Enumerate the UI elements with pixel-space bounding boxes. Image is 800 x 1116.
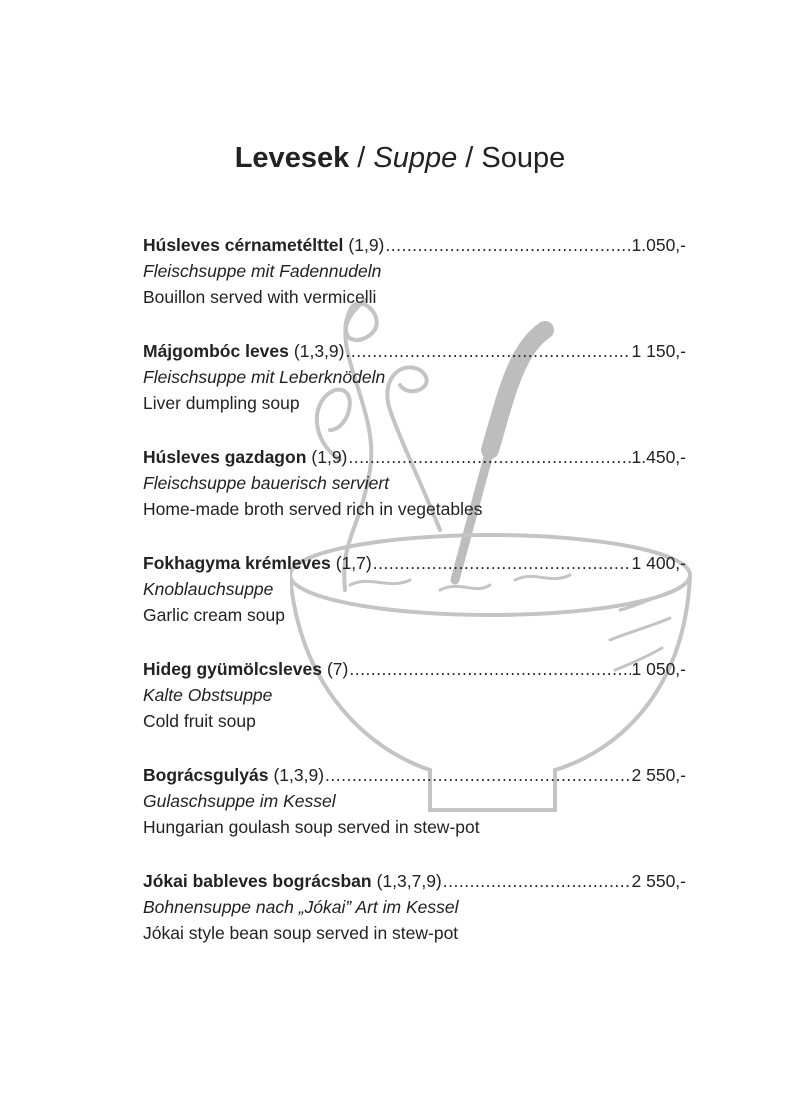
dish-price: 2 550,- xyxy=(631,871,686,891)
allergen-codes: (1,3,7,9) xyxy=(376,871,442,891)
title-separator: / xyxy=(457,142,482,174)
menu-item xyxy=(143,868,686,974)
dish-name-de: Gulaschsuppe im Kessel xyxy=(143,791,336,811)
title-hu: Levesek xyxy=(234,142,350,174)
menu-item-header xyxy=(143,550,686,576)
dish-name-en: Home-made broth served rich in vegetables xyxy=(143,499,483,519)
dish-name-hu: Húsleves gazdagon xyxy=(143,447,307,467)
dish-name-de: Fleischsuppe mit Fadennudeln xyxy=(143,261,382,281)
dish-name-de: Fleischsuppe mit Leberknödeln xyxy=(143,367,386,387)
dish-name-en: Bouillon served with vermicelli xyxy=(143,287,377,307)
dish-price: 1.050,- xyxy=(631,235,686,255)
dish-name-hu: Húsleves cérnametélttel xyxy=(143,235,344,255)
menu-item xyxy=(143,232,686,338)
dot-leader xyxy=(348,444,630,470)
dot-leader xyxy=(385,232,630,258)
dish-name-de: Kalte Obstsuppe xyxy=(143,685,273,705)
dish-name-hu: Májgombóc leves xyxy=(143,341,289,361)
dish-name-en: Liver dumpling soup xyxy=(143,393,300,413)
menu-item-header xyxy=(143,656,686,682)
dish-name-en: Cold fruit soup xyxy=(143,711,256,731)
dot-leader xyxy=(443,868,631,894)
dish-name-en: Hungarian goulash soup served in stew-pot xyxy=(143,817,480,837)
allergen-codes: (1,3,9) xyxy=(293,341,345,361)
allergen-codes: (1,9) xyxy=(348,235,385,255)
title-en: Soupe xyxy=(481,142,566,174)
allergen-codes: (1,3,9) xyxy=(273,765,325,785)
dish-price: 1 400,- xyxy=(631,553,686,573)
dish-price: 1 050,- xyxy=(631,659,686,679)
dish-name-en: Garlic cream soup xyxy=(143,605,285,625)
menu-item xyxy=(143,550,686,656)
dish-name-de: Bohnensuppe nach „Jókai” Art im Kessel xyxy=(143,897,459,917)
allergen-codes: (1,9) xyxy=(311,447,348,467)
dish-name-hu: Fokhagyma krémleves xyxy=(143,553,331,573)
dot-leader xyxy=(373,550,631,576)
dot-leader xyxy=(349,656,630,682)
dish-name-hu: Bográcsgulyás xyxy=(143,765,269,785)
allergen-codes: (1,7) xyxy=(335,553,372,573)
title-de: Suppe xyxy=(373,142,458,174)
menu-item xyxy=(143,338,686,444)
dish-price: 1 150,- xyxy=(631,341,686,361)
menu-item-header xyxy=(143,444,686,470)
menu-item xyxy=(143,444,686,550)
menu-item-header xyxy=(143,338,686,364)
dish-price: 1.450,- xyxy=(631,447,686,467)
menu-item-header xyxy=(143,232,686,258)
title-separator: / xyxy=(349,142,374,174)
dot-leader xyxy=(345,338,630,364)
menu-item xyxy=(143,762,686,868)
dish-price: 2 550,- xyxy=(631,765,686,785)
dish-name-de: Fleischsuppe bauerisch serviert xyxy=(143,473,390,493)
dot-leader xyxy=(325,762,630,788)
menu-item-header xyxy=(143,868,686,894)
dish-name-de: Knoblauchsuppe xyxy=(143,579,274,599)
dish-name-en: Jókai style bean soup served in stew-pot xyxy=(143,923,459,943)
menu-item-header xyxy=(143,762,686,788)
dish-name-hu: Jókai bableves bográcsban xyxy=(143,871,372,891)
soup-menu-list xyxy=(143,232,686,974)
page-title xyxy=(0,142,800,175)
menu-item xyxy=(143,656,686,762)
allergen-codes: (7) xyxy=(326,659,349,679)
dish-name-hu: Hideg gyümölcsleves xyxy=(143,659,322,679)
